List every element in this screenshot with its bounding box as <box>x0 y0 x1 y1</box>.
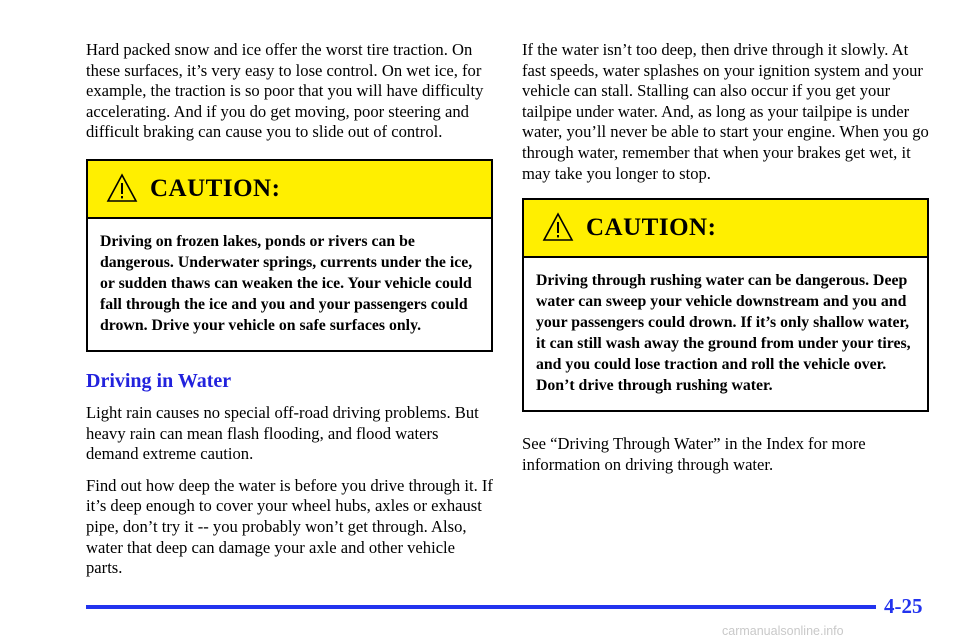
caution-box-rushing-water <box>522 198 929 412</box>
paragraph-light-rain: Light rain causes no special off-road driving problems. But heavy rain can mean flash flooding, and flood waters demand extreme caution. <box>86 402 479 464</box>
left-column <box>86 40 493 590</box>
caution-title: CAUTION: <box>586 214 717 242</box>
footer-rule <box>86 605 876 609</box>
intro-paragraph: Hard packed snow and ice offer the worst tire traction. On these surfaces, it’s very easy to lose control. On wet ice, for example, the traction is so poor that you will have difficulty accelerating. And if you do get moving, poor steering and difficult braking can cause you to slide out of control. <box>86 40 484 142</box>
page-number: 4-25 <box>884 594 923 618</box>
paragraph-see-index: See “Driving Through Water” in the Index for more information on driving through water. <box>522 434 866 474</box>
caution-text: Driving on frozen lakes, ponds or rivers can be dangerous. Underwater springs, currents under the ice, or sudden thaws can weaken the ice. Your vehicle could fall through the ice and you and your passengers could drown. Drive your vehicle on safe surfaces only. <box>100 232 473 334</box>
paragraph-drive-slowly: If the water isn’t too deep, then drive through it slowly. At fast speeds, water splashes on your ignition system and your vehicle can stall. Stalling can also occur if you get your tailpipe under water. And, as long as your tailpipe is under water, you’ll never be able to start your engine. When you go through water, remember that when your brakes get wet, it may take you longer to stop. <box>522 40 929 183</box>
caution-header <box>88 161 491 219</box>
caution-text: Driving through rushing water can be dangerous. Deep water can sweep your vehicle downstream and you and your passengers could drown. If it’s only shallow water, it can still wash away the ground from under your tires, and you could lose traction and roll the vehicle over. Don’t drive through rushing water. <box>536 272 911 395</box>
section-heading-driving-in-water: Driving in Water <box>86 369 232 392</box>
watermark: carmanualsonline.info <box>722 624 844 638</box>
warning-triangle-icon <box>106 173 138 203</box>
caution-header <box>524 200 927 258</box>
caution-box-frozen-lakes <box>86 159 493 352</box>
paragraph-water-depth: Find out how deep the water is before you drive through it. If it’s deep enough to cover your wheel hubs, axles or exhaust pipe, don’t try it -- you probably won’t get through. Also, water that deep can damage your axle and other vehicle parts. <box>86 475 493 578</box>
caution-title: CAUTION: <box>150 174 281 202</box>
warning-triangle-icon <box>542 212 574 242</box>
right-column <box>522 40 929 486</box>
